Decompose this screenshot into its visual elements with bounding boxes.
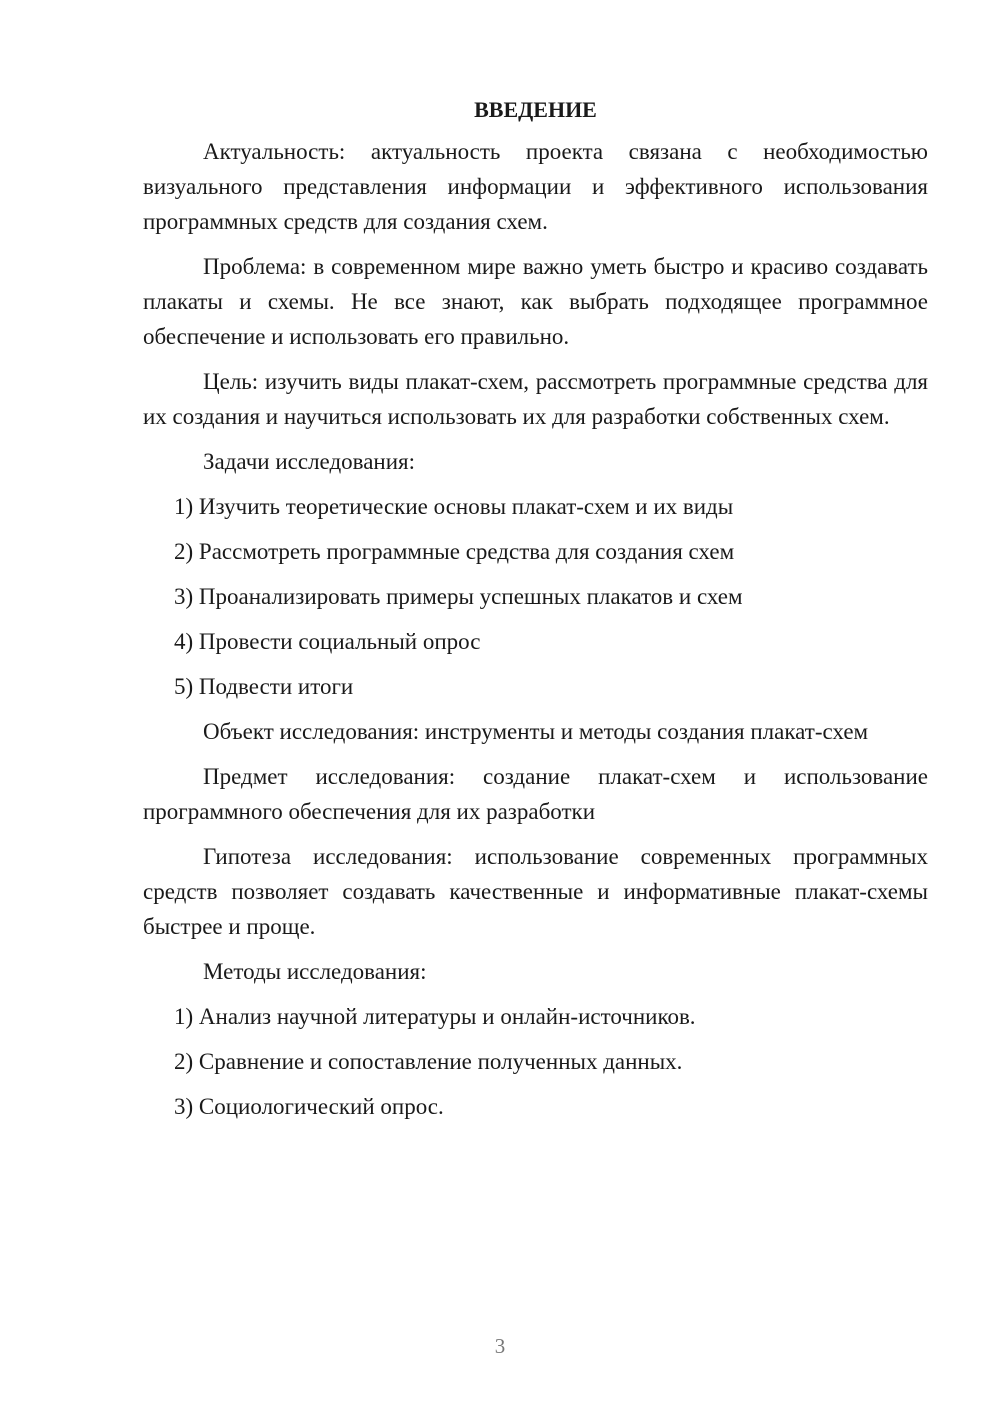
task-item: 2) Рассмотреть программные средства для создания схем — [174, 539, 735, 564]
hypothesis-paragraph: Гипотеза исследования: использование современных программных средств позволяет создавать качественные и информативные плакат-схемы быстрее и проще. — [143, 844, 928, 939]
relevance-paragraph: Актуальность: актуальность проекта связана с необходимостью визуального представления информации и эффективного использования программных средств для создания схем. — [143, 139, 928, 234]
page-number: 3 — [494, 1334, 506, 1358]
methods-title: Методы исследования: — [203, 959, 427, 984]
task-item: 3) Проанализировать примеры успешных плакатов и схем — [174, 584, 743, 609]
method-item: 3) Социологический опрос. — [174, 1094, 444, 1119]
subject-paragraph: Предмет исследования: создание плакат-схем и использование программного обеспечения для их разработки — [143, 764, 928, 824]
tasks-title: Задачи исследования: — [203, 449, 416, 474]
task-item: 1) Изучить теоретические основы плакат-схем и их виды — [174, 494, 734, 519]
task-item: 5) Подвести итоги — [174, 674, 354, 699]
page-content — [143, 92, 928, 1134]
method-item: 1) Анализ научной литературы и онлайн-источников. — [174, 1004, 696, 1029]
object-paragraph: Объект исследования: инструменты и методы создания плакат-схем — [203, 719, 869, 744]
section-heading: ВВЕДЕНИЕ — [474, 97, 597, 122]
task-item: 4) Провести социальный опрос — [174, 629, 481, 654]
problem-paragraph: Проблема: в современном мире важно уметь быстро и красиво создавать плакаты и схемы. Не все знают, как выбрать подходящее программное обеспечение и использовать его правильно. — [143, 254, 928, 349]
method-item: 2) Сравнение и сопоставление полученных данных. — [174, 1049, 683, 1074]
goal-paragraph: Цель: изучить виды плакат-схем, рассмотреть программные средства для их создания и научиться использовать их для разработки собственных схем. — [143, 369, 928, 429]
